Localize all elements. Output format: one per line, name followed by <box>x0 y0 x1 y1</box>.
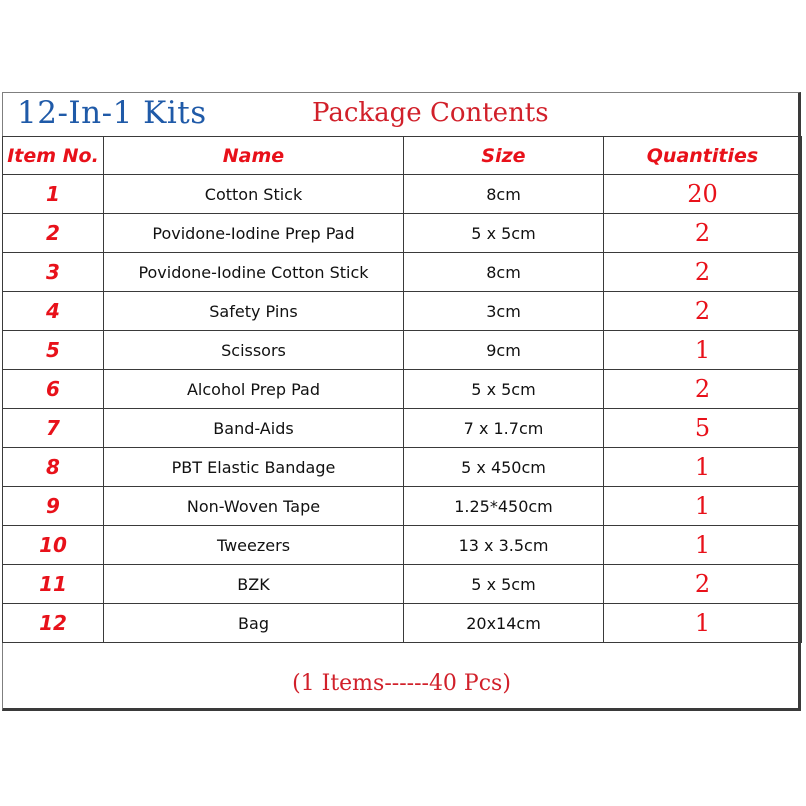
item-size: 5 x 450cm <box>404 448 604 487</box>
header-item-no: Item No. <box>3 137 104 175</box>
item-size: 5 x 5cm <box>404 370 604 409</box>
table-row <box>3 331 802 370</box>
item-qty: 1 <box>604 604 802 643</box>
table-row <box>3 175 802 214</box>
table-row <box>3 487 802 526</box>
item-no: 5 <box>3 331 104 370</box>
item-qty: 1 <box>604 448 802 487</box>
item-size: 9cm <box>404 331 604 370</box>
item-name: Non-Woven Tape <box>104 487 404 526</box>
item-name: Band-Aids <box>104 409 404 448</box>
item-size: 8cm <box>404 253 604 292</box>
item-no: 10 <box>3 526 104 565</box>
table-row <box>3 253 802 292</box>
package-summary: (1 Items------40 Pcs) <box>292 671 511 696</box>
item-size: 20x14cm <box>404 604 604 643</box>
item-name: Povidone-Iodine Prep Pad <box>104 214 404 253</box>
package-contents-title: Package Contents <box>312 98 549 128</box>
item-size: 7 x 1.7cm <box>404 409 604 448</box>
item-name: Cotton Stick <box>104 175 404 214</box>
item-size: 13 x 3.5cm <box>404 526 604 565</box>
item-no: 3 <box>3 253 104 292</box>
item-name: Tweezers <box>104 526 404 565</box>
item-qty: 2 <box>604 565 802 604</box>
item-name: Scissors <box>104 331 404 370</box>
table-row <box>3 526 802 565</box>
item-no: 2 <box>3 214 104 253</box>
item-qty: 1 <box>604 526 802 565</box>
table-row <box>3 292 802 331</box>
item-no: 8 <box>3 448 104 487</box>
item-size: 8cm <box>404 175 604 214</box>
item-qty: 2 <box>604 214 802 253</box>
table-row <box>3 409 802 448</box>
item-size: 5 x 5cm <box>404 214 604 253</box>
contents-table <box>2 136 802 643</box>
item-qty: 2 <box>604 253 802 292</box>
table-row <box>3 604 802 643</box>
item-no: 7 <box>3 409 104 448</box>
header-name: Name <box>104 137 404 175</box>
table-row <box>3 370 802 409</box>
item-qty: 20 <box>604 175 802 214</box>
item-no: 11 <box>3 565 104 604</box>
item-size: 3cm <box>404 292 604 331</box>
item-no: 6 <box>3 370 104 409</box>
item-name: BZK <box>104 565 404 604</box>
item-name: Bag <box>104 604 404 643</box>
item-size: 1.25*450cm <box>404 487 604 526</box>
table-row <box>3 214 802 253</box>
item-no: 4 <box>3 292 104 331</box>
item-name: PBT Elastic Bandage <box>104 448 404 487</box>
item-qty: 2 <box>604 292 802 331</box>
item-no: 9 <box>3 487 104 526</box>
table-row <box>3 448 802 487</box>
item-no: 12 <box>3 604 104 643</box>
item-qty: 5 <box>604 409 802 448</box>
kit-title: 12-In-1 Kits <box>17 95 207 131</box>
item-name: Povidone-Iodine Cotton Stick <box>104 253 404 292</box>
table-header-row <box>3 137 802 175</box>
item-name: Alcohol Prep Pad <box>104 370 404 409</box>
item-qty: 1 <box>604 331 802 370</box>
item-name: Safety Pins <box>104 292 404 331</box>
item-qty: 1 <box>604 487 802 526</box>
item-no: 1 <box>3 175 104 214</box>
header-size: Size <box>404 137 604 175</box>
header-quantities: Quantities <box>604 137 802 175</box>
table-row <box>3 565 802 604</box>
item-size: 5 x 5cm <box>404 565 604 604</box>
item-qty: 2 <box>604 370 802 409</box>
